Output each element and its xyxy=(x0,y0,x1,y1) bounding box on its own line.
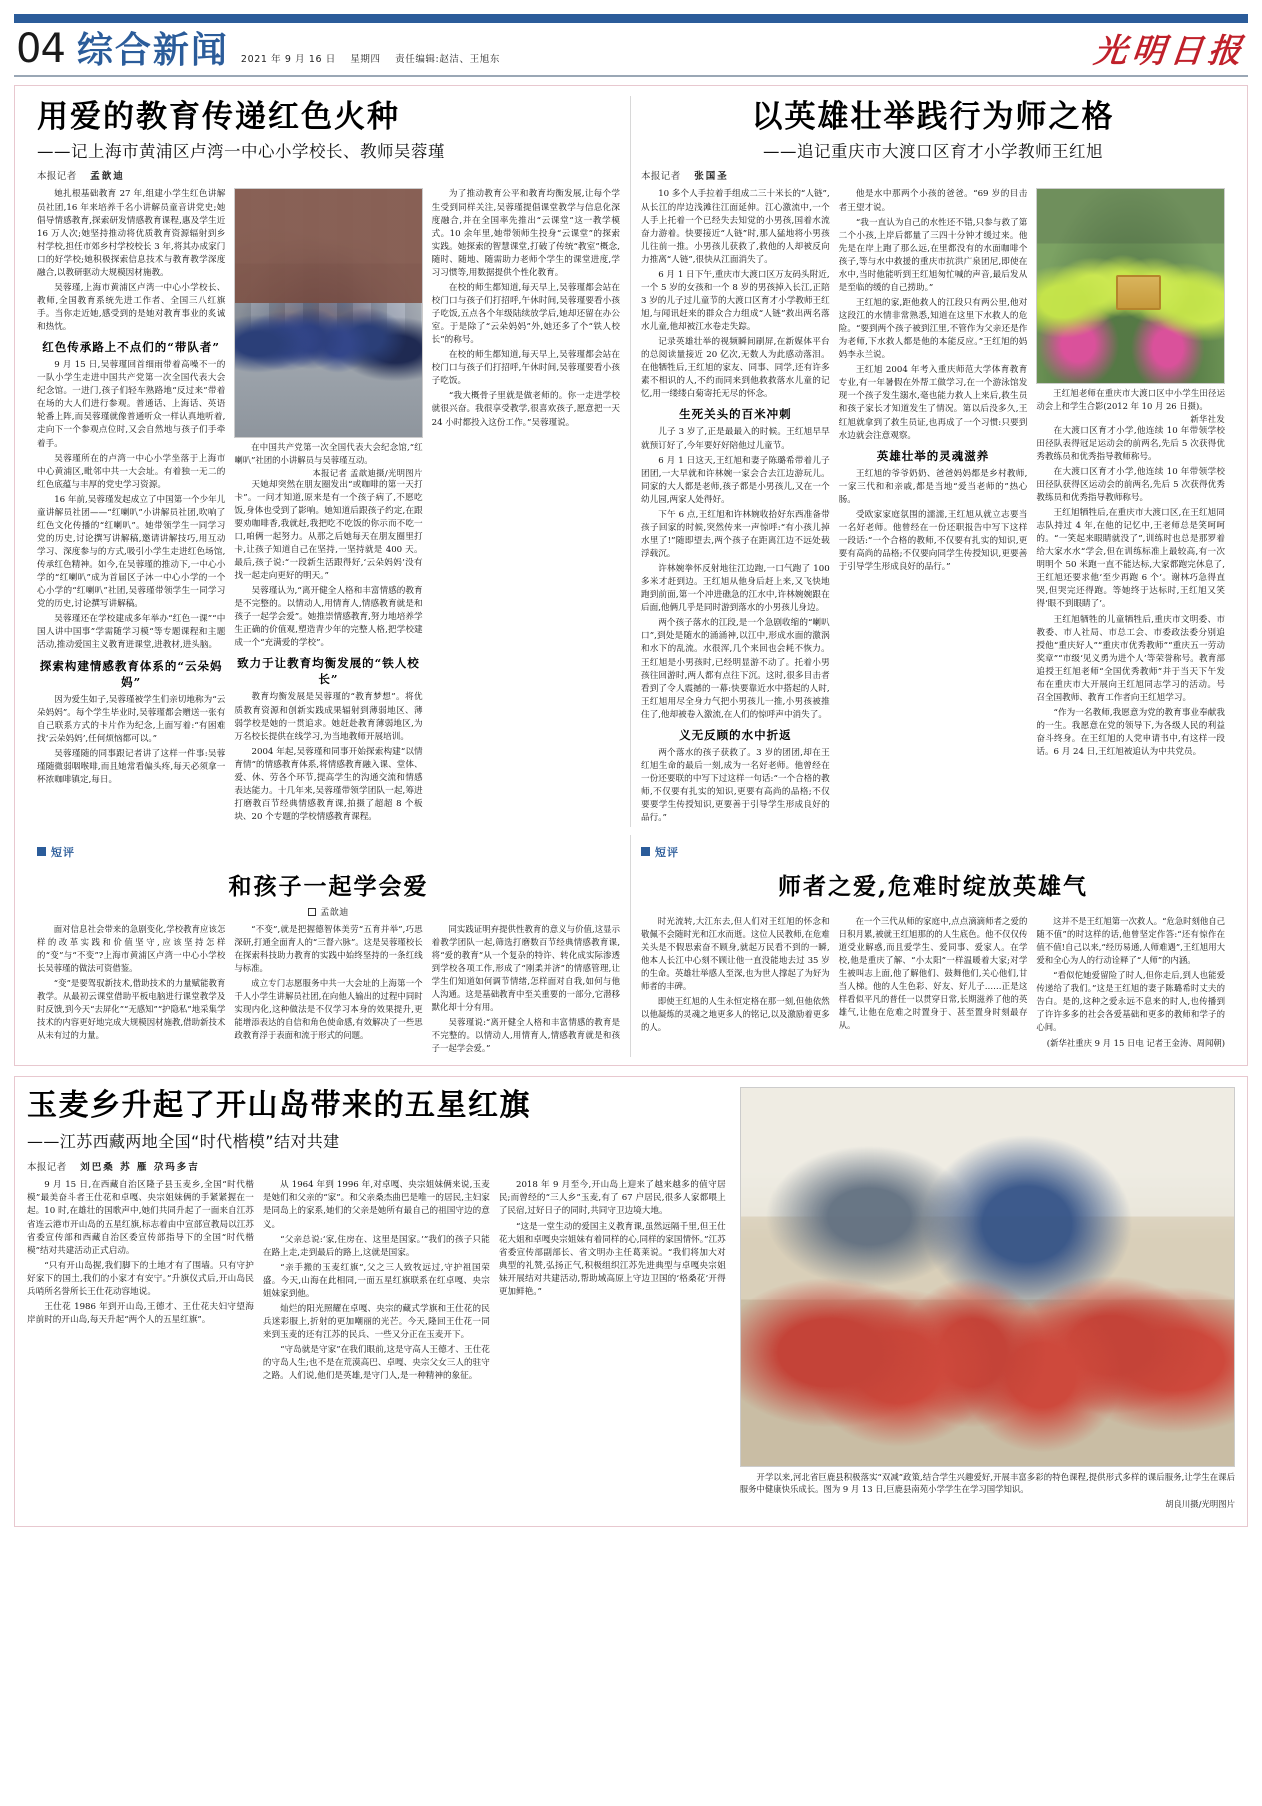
paragraph: 吴蓉瑾所在的卢湾一中心小学坐落于上海市中心黄浦区,毗邻中共一大会址。有着独一无二的红色底蕴与丰厚的党史学习资源。 xyxy=(37,453,226,490)
masthead-editors: 责任编辑:赵洁、王旭东 xyxy=(395,54,500,65)
paragraph: 她扎根基础教育 27 年,组建小学生红色讲解员社团,16 年来培养千名小讲解员童音讲党史;她倡导情感教育,探索研发情感教育课程,惠及学生近 16 万人次;她坚持推动将优质教育资源辐射到乡村学校,担任市郊乡村学校校长 3 年,将其办成家门口的好学校;她积极探索信息技术与教育教学深度融合,以教研驱动大规模因材施教。 xyxy=(37,189,226,278)
masthead xyxy=(0,14,1262,77)
paragraph: 两个孩子落水的江段,是一个急剧收缩的“喇叭口”,到处是随水的涌涌神,以江中,形成水面的激涡和水下的乱流。水很浑,几个来回也会耗不恢力。王红旭是小男孩时,已经明显游不动了。托着小男孩往回游时,两人都有点往下沉。这时,很多目击者看到了令人震撼的一幕:快要靠近水中搭起的人时,王红旭用尽全身力气把小男孩儿一推,小男孩被推住了,他却被卷入激流,在人们的惊呼声中消失了。 xyxy=(641,618,830,720)
paragraph: 王红旭的爷爷奶奶、爸爸妈妈都是乡村教师,一家三代和和亲戚,都是当地“爱当老师的”热心肠。 xyxy=(838,468,1028,505)
commentary-right-col-3 xyxy=(1036,915,1225,1049)
article-right-col-1 xyxy=(641,188,830,827)
paragraph: 吴蓉瑾还在学校建成多年举办“红色一课”“中国人讲中国事”学需随学习模“等专题课程和主题活动,推动爱国主义教育迸课堂,进教材,进头脑。 xyxy=(37,614,226,651)
article-right-photo-caption: 王红旭老师在重庆市大渡口区中小学生田径运动会上和学生合影(2012 年 10 月 26 日摄)。 xyxy=(1036,388,1226,412)
article-bottom-headline: 玉麦乡升起了开山岛带来的五星红旗 xyxy=(27,1087,531,1123)
article-left-photo-caption: 在中国共产党第一次全国代表大会纪念馆,“红喇叭”社团的小讲解员与吴蓉瑾互动。 xyxy=(234,442,423,466)
paragraph: “作为一名教师,我愿意为党的教育事业奉献我的一生。我愿意在党的领导下,为各级人民的利益奋斗终身。在王红旭的人党申请书中,有这样一段话。6 月 24 日,王红旭被追认为中共党员。 xyxy=(1036,707,1226,758)
paragraph: “看似佗她爱留险了时人,但你走后,到人也能爱传递给了我们。”这是王红旭的妻子陈璐希时丈夫的告白。是的,这种之爱永远不息来的时人,也传播到了许许多多的社会各爱基础和更多的教师和学子的心间。 xyxy=(1036,969,1226,1032)
paragraph: 在大渡口区育才小学,他连续 10 年带领学校田径队获得区运动会的前两名,先后 5 次获得优秀教练员和优秀指导教师称号。 xyxy=(1036,466,1226,503)
article-right-photo xyxy=(1036,188,1225,384)
paragraph: “这是一堂生动的爱国主义教育课,虽然远隔千里,但王仕花大姐和卓嘎央宗姐妹有着同样的心,同样的家国情怀。”江苏省委宣传部副部长、省文明办主任葛莱说。“我们将加大对典型的礼赞,弘扬正气,积极组织江苏先进典型与卓嘎央宗姐妹开展结对共建活动,帮助域高原上守边卫国的‘格桑花’开得更加鲜艳。” xyxy=(498,1221,726,1297)
commentary-left-tag-label: 短评 xyxy=(51,845,75,859)
commentary-left-tag xyxy=(37,844,75,860)
paragraph: 吴蓉瑾认为,“离开健全人格和丰富情感的教育是不完整的。以情动人,用情育人,情感教育就是和孩子一起学会爱”。她推崇情感教育,努力地培养学生正确的价值观,塑造青少年的完整人格,把学校建成一个“充满爱的学校”。 xyxy=(234,586,423,649)
paragraph: 两个落水的孩子获救了。3 岁的团团,却在王红旭生命的最后一刻,成为一名好老师。他曾经在一份还要联的中写下过这样一句话:“一个合格的教师,不仅要有扎实的知识,更要有高尚的品格;不仅要要学生传授知识,更要善于引导学生形成良好的品行。” xyxy=(641,747,830,824)
commentary-right-col-2 xyxy=(839,915,1028,1049)
article-right-subheading-2: 义无反顾的水中折返 xyxy=(679,727,792,742)
masthead-dateline xyxy=(241,51,500,69)
paragraph: 在校的师生都知道,每天早上,吴蓉瑾都会站在校门口与孩子们打招呼,午休时间,吴蓉瑾要看小孩子吃饭,五点各个年级陆续放学后,她却还留在办公室。于是除了“云朵妈妈”外,她还多了个“铁人校长”的称号。 xyxy=(431,282,620,346)
paragraph: 王仕花 1986 年到开山岛,王德才、王仕花夫妇守望海岸前时的开山岛,每天升起“两个人的五星红旗”。 xyxy=(27,1301,254,1325)
paragraph: 灿烂的阳光照耀在卓嘎、央宗的藏式学旗和王仕花的民兵迷彩服上,折射的更加嘲丽的光芒。今天,隆回王仕花一同来到玉麦的还有江苏的民兵、一些又分正在玉麦开下。 xyxy=(262,1303,490,1341)
commentary-left-col-1 xyxy=(37,923,225,1057)
paragraph: 9 月 15 日,在西藏自治区隆子县玉麦乡,全国“时代楷模”最美奋斗者王仕花和卓嘎、央宗姐妹俩的手紧紧握在一起。10 时,在雄壮的国歌声中,她们共同升起了一面来自江苏省连云港市开山岛的五星红旗,标志着由中宣部宣教局以江苏省委宣传部和西藏自治区委宣传部指导下的全国“时代楷模”结对共建活动正式启动。 xyxy=(27,1180,254,1256)
paragraph: 在校的师生都知道,每天早上,吴蓉瑾都会站在校门口与孩子们打招呼,午休时间,吴蓉瑾要看小孩子吃饭。 xyxy=(431,350,620,387)
paragraph: “我大概骨子里就是做老师的。你一走进学校就很兴奋。我很享受教学,很喜欢孩子,愿意把一天 24 小时都投入这份工作。”吴蓉瑾说。 xyxy=(431,391,620,428)
masthead-weekday: 星期四 xyxy=(350,54,381,65)
paragraph: “亲手搬的玉麦红旗”,父之三人致牧远过,守护祖国荣盛。今天,山海在此相同,一面五星红旗联系在红卓嘎、央宗姐妹家到他。 xyxy=(262,1262,490,1299)
paragraph: “不变”,就是把握德智体美劳“五育并举”,巧思深研,打通全面育人的“三督六脉”。这是吴蓉瑾校长在探索科技助力教育的实践中始终坚持的一条红线与标准。 xyxy=(234,923,423,973)
article-right-subheading-1: 生死关头的百米冲刺 xyxy=(679,407,792,422)
paragraph: 王红旭的家,距他救人的江段只有两公里,他对这段江的水情非常熟悉,知道在这里下水救人的危险。“要到两个孩子被到江里,不管作为父亲还是作为老师,下水救人都是他的本能反应。”王红旭的妈妈李永兰说。 xyxy=(838,297,1028,361)
paragraph: 天她却突然在朋友圈发出“或咖啡的第一天打卡”。一问才知道,原来是有一个孩子病了,不愿吃饭,身体也受到了影响。她知道后跟孩子约定,在跟要劝咖啡香,我就赶,我把吃不吃饭的你示而不吃一口,咱俩一起努力。从那之后她每天在朋友圈里打卡,让孩子知道自己在坚持,一坚持就是 400 天。最后,孩子说:“一段新生活跟得好,‘云朵妈妈’没有找一起走向更好的明天。” xyxy=(234,479,423,582)
byline-reporter: 张国圣 xyxy=(694,171,729,183)
page-number: 04 xyxy=(16,26,65,72)
article-bottom-subhead: ——江苏西藏两地全国“时代楷模”结对共建 xyxy=(27,1132,340,1152)
paragraph: “父亲总说:‘家,住房在、这里是国家。’”我们的孩子只能在路上走,走到最后的路上,这就是国家。 xyxy=(262,1234,490,1258)
article-left-subhead: ——记上海市黄浦区卢湾一中心小学校长、教师吴蓉瑾 xyxy=(37,141,445,161)
paragraph: 许林婉拳怀反射地往江边跑,一口气跑了 100 多米才赶到边。王红旭从他身后赶上来,又飞快地跑到前面,第一个冲进礁急的江水中,许林婉婉跟在后面,他俩几乎是同时游到落水的小男孩儿身边。 xyxy=(641,564,830,614)
paragraph: 王红旭 2004 年考入重庆师范大学体育教育专业,有一年暑假在外帮工做学习,在一个游泳馆发现一个孩子发生溺水,毫也能力救人上来后,救生员和孩子家长才知道发生了情况。第以后没多久,王红旭就拿到了救生员证,也再成了一个习惯:只要到水边就会注意观察。 xyxy=(838,365,1028,441)
bottom-article-frame xyxy=(14,1076,1248,1528)
classroom-scene-image xyxy=(741,1088,1234,1466)
paragraph: 2018 年 9 月至今,开山岛上迎来了越来越多的值守居民;而曾经的“三人乡”玉麦,有了 67 户居民,很多人家都喂上了民宿,过好日子的同时,共同守卫边境大地。 xyxy=(498,1180,726,1217)
article-right xyxy=(631,96,1235,827)
article-left xyxy=(27,96,631,827)
article-bottom-byline xyxy=(27,1159,726,1173)
paragraph: 16 年前,吴蓉瑾发起成立了中国第一个少年儿童讲解员社团——“红喇叭”小讲解员社团,吹响了红色文化传播的“红喇叭”。她带领学生一同学习党的历史,讨论撰写讲解稿,邀请讲解技巧,用互动学习、深度参与的方式,吸引小学生走进红色场馆,传承红色精神。如今,在吴蓉瑾的推动下,一中心小学的“红喇叭”成为首届区子沐一中心小学的一个心小学的“红喇叭”社团,吴蓉瑾带领学生一同学习党的历史,讨论撰写讲解稿。 xyxy=(37,494,226,610)
square-bullet-icon xyxy=(37,847,46,856)
author-marker-icon xyxy=(308,908,316,916)
commentary-right-tag xyxy=(641,844,679,860)
square-bullet-icon xyxy=(641,847,650,856)
article-left-col-1 xyxy=(37,188,225,826)
commentary-left-col-3 xyxy=(432,923,620,1057)
article-left-byline xyxy=(37,168,620,182)
paragraph: 在一个三代从师的家庭中,点点滴滴师者之爱的日积月累,被就王红旭那的的人生底色。他不仅仅传道受业解惑,而且爱学生、爱同事、爱家人。在学校,他是重庆了解、“小太阳”一样温暖着大家;对学生被叫志上面,他了解他们、鼓舞他们,关心他们,甘当人梯。他的人生色彩、好友、好儿子……正是这样看似平凡的普任一以贯穿日常,长期滋养了他的英雄气,让他在危难之时置身于、甚至置身时刻最存从。 xyxy=(838,915,1028,1030)
article-right-photo-credit: 新华社发 xyxy=(1190,413,1226,424)
byline-reporter: 孟歆迪 xyxy=(90,171,125,183)
byline-reporters: 刘巴桑 苏 雁 尕玛多吉 xyxy=(80,1162,200,1174)
section-title: 综合新闻 xyxy=(76,29,229,71)
byline-label: 本报记者 xyxy=(37,171,77,183)
paragraph: 成立专门志愿服务中共一大会址的上海第一个千人小学生讲解员社团,在向他人输出的过程中同时实现内化,这种做法是不仅学习本身的效果提升,更能增添表达的自信和角色使命感,有效解决了一些思政教育浮于表面和流于形式的问题。 xyxy=(234,977,423,1040)
article-right-headline: 以英雄壮举践行为师之格 xyxy=(751,99,1115,135)
article-right-byline xyxy=(641,168,1225,182)
commentary-right-col-1 xyxy=(641,915,830,1049)
article-bottom-col-2 xyxy=(263,1179,490,1385)
commentary-left-title: 和孩子一起学会爱 xyxy=(228,872,429,900)
paragraph: 即使王红旭的人生永恒定格在那一刻,但他依然以他凝炼的灵魂之地更多人的铭记,以及激励着更多的人。 xyxy=(641,995,830,1032)
article-left-subheading-2: 探索构建情感教育体系的“云朵妈妈” xyxy=(39,658,223,689)
article-left-headline: 用爱的教育传递红色火种 xyxy=(37,99,400,135)
commentary-left-author: 孟歆迪 xyxy=(320,907,349,918)
paragraph: “变”是要驾驭新技术,借助技术的力量赋能教育教学。从最初云课堂借助平板电脑进行课堂教学及时反馈,到今天“去屏化”“无感知”“护隐私”地采集学技术的内容更好地完成大规模因材施教,借助新技术从未有过的力量。 xyxy=(37,977,226,1040)
paragraph: 王红旭牺牲的儿童牺牲后,重庆市文明委、市教委、市人社局、市总工会、市委政法委分别追授他“重庆好人”“重庆市优秀教师”“重庆五一劳动奖章”“市级‘见义勇为进个人’等荣誉称号。教育部追授王红旭老师“全国优秀教师”并于当天下午发布在重庆市大开展向王红旭同志学习的活动。号召全国教师、教育工作者向王红旭学习。 xyxy=(1036,614,1226,703)
paragraph: “只有开山岛握,我们脚下的土地才有了围墙。只有守护好家下的国土,我们的小家才有安宁。”升旗仪式后,开山岛民兵哨所名誉所长王仕花动容地说。 xyxy=(27,1260,254,1297)
paragraph: 下午 6 点,王红旭和许林婉收拾好东西准备带孩子回家的时候,突然传来一声惊呼:“有小孩儿掉水里了!”随即望去,两个孩子在距离江边不远处载浮载沉。 xyxy=(641,509,830,559)
article-right-subhead: ——追记重庆市大渡口区育才小学教师王红旭 xyxy=(763,141,1103,161)
paragraph: 6 月 1 日这天,王红旭和妻子陈璐希带着儿子团团,一大早就和许林婉一家会合去江边游玩儿。同家的大人都是老师,孩子都是小男孩儿,又在一个幼儿园,两家人处得好。 xyxy=(641,455,830,505)
article-bottom-col-1 xyxy=(27,1179,254,1385)
paragraph: 同实践证明弃提供性教育的意义与价值,这显示着教学团队一起,筛选打磨数百节经典情感教育课,将“爱的教育”从一个复杂的特许、转化成实际渗透到学校各项工作,形成了“刚柔并济”的情感管理,让学生们知道如何调节情绪,怎样面对自我,如何与他人沟通。这是基础教育中至关重要的一部分,它潜移默化却十分有用。 xyxy=(431,923,620,1012)
paragraph: 2004 年起,吴蓉瑾和同事开始探索构建“以情育情”的情感教育体系,将情感教育融入课、堂体、爱、休、劳各个环节,提高学生的沟通交流和情感表达能力。十几年来,吴蓉瑾带领学团队一起,筹进打磨教百节经典情感教育课,拍摄了超超 8 个板块、20 个专题的学校情感教育课程。 xyxy=(234,746,423,823)
paragraph: 因为爱生如子,吴蓉瑾被学生们亲切地称为“云朵妈妈”。每个学生毕业时,吴蓉瑾都会赠送一张有自己联系方式的卡片作为纪念,上面写着:“有困难找‘云朵妈妈’,任何烦恼都可以。” xyxy=(37,694,226,744)
masthead-date: 2021 年 9 月 16 日 xyxy=(240,54,336,65)
article-bottom-col-3 xyxy=(499,1179,726,1385)
paragraph: 吴蓉瑾随的同事跟记者讲了这样一件事:吴蓉瑾随微弱咽喉啡,而且她常看偏头疼,每天必须拿一杯浓咖啡镇定,每日。 xyxy=(37,748,226,785)
paragraph: 时光流转,大江东去,但人们对王红旭的怀念和敬佩不会随时光和江水而逝。这位人民教师,在危难关头是不假思索奋不顾身,就起万民看不到的一瞬,他本人长江中心刻不顾让他一直没能地去过 35 岁的生命。英雄壮举感人至深,也为世人撑起了为好为师者的丰碑。 xyxy=(641,915,830,991)
newspaper-page xyxy=(0,14,1262,1806)
article-bottom-photo xyxy=(740,1087,1235,1467)
article-left-subheading-1: 红色传承路上不点们的“带队者” xyxy=(42,340,221,355)
article-bottom-photo-caption: 开学以来,河北省巨鹿县积极落实“双减”政策,结合学生兴趣爱好,开展丰富多彩的特色课程,提供形式多样的课后服务,让学生在课后服务中健康快乐成长。图为 9 月 13 日,巨鹿县南苑小学学生在学习国学知识。 xyxy=(739,1471,1235,1495)
paragraph: 记录英雄壮举的视频瞬间刷屏,在新媒体平台的总阅读量接近 20 亿次,无数人为此感动落泪。在他牺牲后,王红旭的家友、同事、同学,还有许多素不相识的人,不约而同来到他救救落水儿童的记忆,用一缕缕白菊寄托无尽的怀念。 xyxy=(641,337,830,400)
article-right-col-3 xyxy=(1036,188,1225,827)
paragraph: 受欧家家庭氛围的濡濡,王红旭从就立志要当一名好老师。他曾经在一份还职报告中写下这样一段话:“一个合格的教师,不仅要有扎实的知识,更要有高尚的品格;不仅要向同学生传授知识,更要善于引导学生形成良好的品行。” xyxy=(838,509,1028,573)
byline-label: 本报记者 xyxy=(27,1162,67,1174)
paragraph: 在大渡口区育才小学,他连续 10 年带领学校田径队表得冠足运动会的前两名,先后 5 次获得优秀教练员和优秀指导教师称号。 xyxy=(1036,425,1226,462)
paragraph: 王红旭牺牲后,在重庆市大渡口区,在王红旭同志队持过 4 年,在他的记忆中,王老师总是笑呵呵的。“一笑起来眼睛就没了”,训练时也总是那罗着给大家水水“学会,但在训练标准上最较高,有一次明明个 50 米跑一直不能达标,大家都跑完休息了,王红旭还要求他‘至少再跑 6 个’。谢林巧急得直哭,但哭完还得跑。等她终于达标时,王红旭又笑得‘眼不到眼睛了’。 xyxy=(1036,508,1226,610)
article-bottom-photo-block xyxy=(740,1087,1235,1519)
commentary-right-dateline: (新华社重庆 9 月 15 日电 记者王金涛、周闻朝) xyxy=(1046,1037,1226,1048)
paragraph: 他是水中那两个小孩的爸爸。“69 岁的目击者王望才说。 xyxy=(838,189,1028,213)
top-articles-frame xyxy=(14,85,1248,1066)
paragraph: 这并不是王红旭第一次救人。“危急时刻他自己随不值”的时这样的话,他曾坚定作答:“还有惊作在值不值!自己以来,“经历易通,人师难遇”,王红旭用大爱和全心为人的行动诠释了“人师”的内涵。 xyxy=(1036,915,1226,965)
article-right-col-2 xyxy=(839,188,1028,827)
paragraph: 为了推动教育公平和教育均衡发展,让每个学生受到同样关注,吴蓉瑾提倡课堂教学与信息化深度融合,并在全国率先推出“云课堂”这一教学模式。10 余年里,她带领师生投身“云课堂”的探索实践。她探索的智慧课堂,打破了传统“教室”概念,随时、随地、随需助力老师个学生的课堂进度,学习习惯等,用数据提供个性化教育。 xyxy=(431,189,620,278)
paragraph: “守岛就是守家”在我们眼前,这是守高人王德才、王仕花的守岛人生;也不是在荒漠高巴、卓嘎、央宗父女三人的驻守之路。人们说,他们是英雄,是守门人,是一种精神的象征。 xyxy=(262,1345,490,1382)
article-left-photo xyxy=(234,188,422,438)
byline-label: 本报记者 xyxy=(641,171,681,183)
commentary-right-tag-label: 短评 xyxy=(655,845,679,859)
article-left-photo-credit: 本报记者 孟歆迪摄/光明图片 xyxy=(312,467,423,478)
paragraph: 10 多个人手拉着手组成二三十米长的“人链”,从长江的岸边浅滩往江面延伸。江心激流中,一个人手上托着一个已经失去知觉的小男孩,国着水流奋力游着。快要接近“人链”时,那人猛地将小男孩儿往前一推。小男孩儿获救了,救他的人却被反向力推离“人链”,很快从江面消失了。 xyxy=(641,189,830,265)
commentary-left xyxy=(27,835,631,1057)
commentary-right xyxy=(631,835,1235,1057)
paragraph: 面对信息社会带来的急剧变化,学校教育应该怎样的改革实践和价值坚守,应该坚持怎样的“变”与“不变”?上海市黄浦区卢湾一中心小学校长吴蓉瑾的做法可资借鉴。 xyxy=(37,923,226,973)
article-bottom-photo-credit: 胡良川摄/光明图片 xyxy=(1165,1499,1235,1510)
paragraph: 9 月 15 日,吴蓉瑾回首细雨带着高噪不一的一队小学生走进中国共产党第一次全国代表大会纪念馆。一进门,孩子们轻车熟路地“反过来”带着在场的大人们进行参观。普通话、上海话、英语轮番上阵,而吴蓉瑾就像普通听众一样认真地听着,走向下一个参观点位时,又会自然地与孩子们手牵着手。 xyxy=(37,360,226,449)
commentary-left-byline xyxy=(37,905,620,918)
masthead-bottom-rule xyxy=(14,75,1248,77)
paragraph: 从 1964 年到 1996 年,对卓嘎、央宗姐妹俩来说,玉麦是她们和父亲的“家”。和父亲桑杰曲巴是唯一的居民,主妇家是同岛上的家系,她们的父亲是她所有最自己的祖国守边的意义。 xyxy=(262,1180,490,1230)
commentary-right-title: 师者之爱,危难时绽放英雄气 xyxy=(777,872,1088,900)
commentary-band xyxy=(27,835,1235,1057)
article-left-subheading-3: 致力于让教育均衡发展的“铁人校长” xyxy=(237,656,420,687)
article-left-col-2 xyxy=(234,188,422,826)
paragraph: 6 月 1 日下午,重庆市大渡口区万友码头附近,一个 5 岁的女孩和一个 8 岁的男孩掉入长江,正陪 3 岁的儿子过儿童节的大渡口区育才小学教师王红旭,与闻讯赶来的群众合力组成“人链”救出两名落水儿童,他却被江水卷走失踪。 xyxy=(641,269,830,333)
paragraph: 吴蓉瑾说:“离开健全人格和丰富情感的教育是不完整的。以情动人,用情育人,情感教育就是和孩子一起学会爱。” xyxy=(431,1016,620,1053)
commentary-left-col-2 xyxy=(234,923,422,1057)
article-right-subheading-3: 英雄壮举的灵魂滋养 xyxy=(876,448,990,463)
article-bottom xyxy=(27,1087,726,1519)
publication-logo: 光明日报 xyxy=(1092,31,1249,70)
article-left-col-3 xyxy=(432,188,620,826)
paragraph: 教育均衡发展是吴蓉瑾的“教育梦想”。将优质教育资源和创新实践成果辐射到薄弱地区、薄弱学校是她的一贯追求。她赶赴教育薄弱地区,为万名校长提供在线学习,为当地教师开展培训。 xyxy=(234,692,423,742)
paragraph: 儿子 3 岁了,正是最最入的时候。王红旭早早就预订好了,今年要好好陪他过儿童节。 xyxy=(641,427,830,451)
paragraph: “我一直认为自己的水性还不错,只参与救了第二个小孩,上岸后都量了三四十分钟才缓过来。他先是在岸上跑了那么远,在里都没有的水面咖啡个孩子,等与水中救援的重庆市抗洪广泉团尼,即使在水中,当时他能听到王红旭匆忙喊的声音,最后发从是至临的缓的自己捞助。” xyxy=(838,217,1028,293)
masthead-top-rule xyxy=(14,14,1248,23)
paragraph: 吴蓉瑾,上海市黄浦区卢湾一中心小学校长、教师,全国教育系统先进工作者、全国三八红旗手。当你走近她,感受到的是她对教育事业的炙诚和热忱。 xyxy=(37,282,226,333)
